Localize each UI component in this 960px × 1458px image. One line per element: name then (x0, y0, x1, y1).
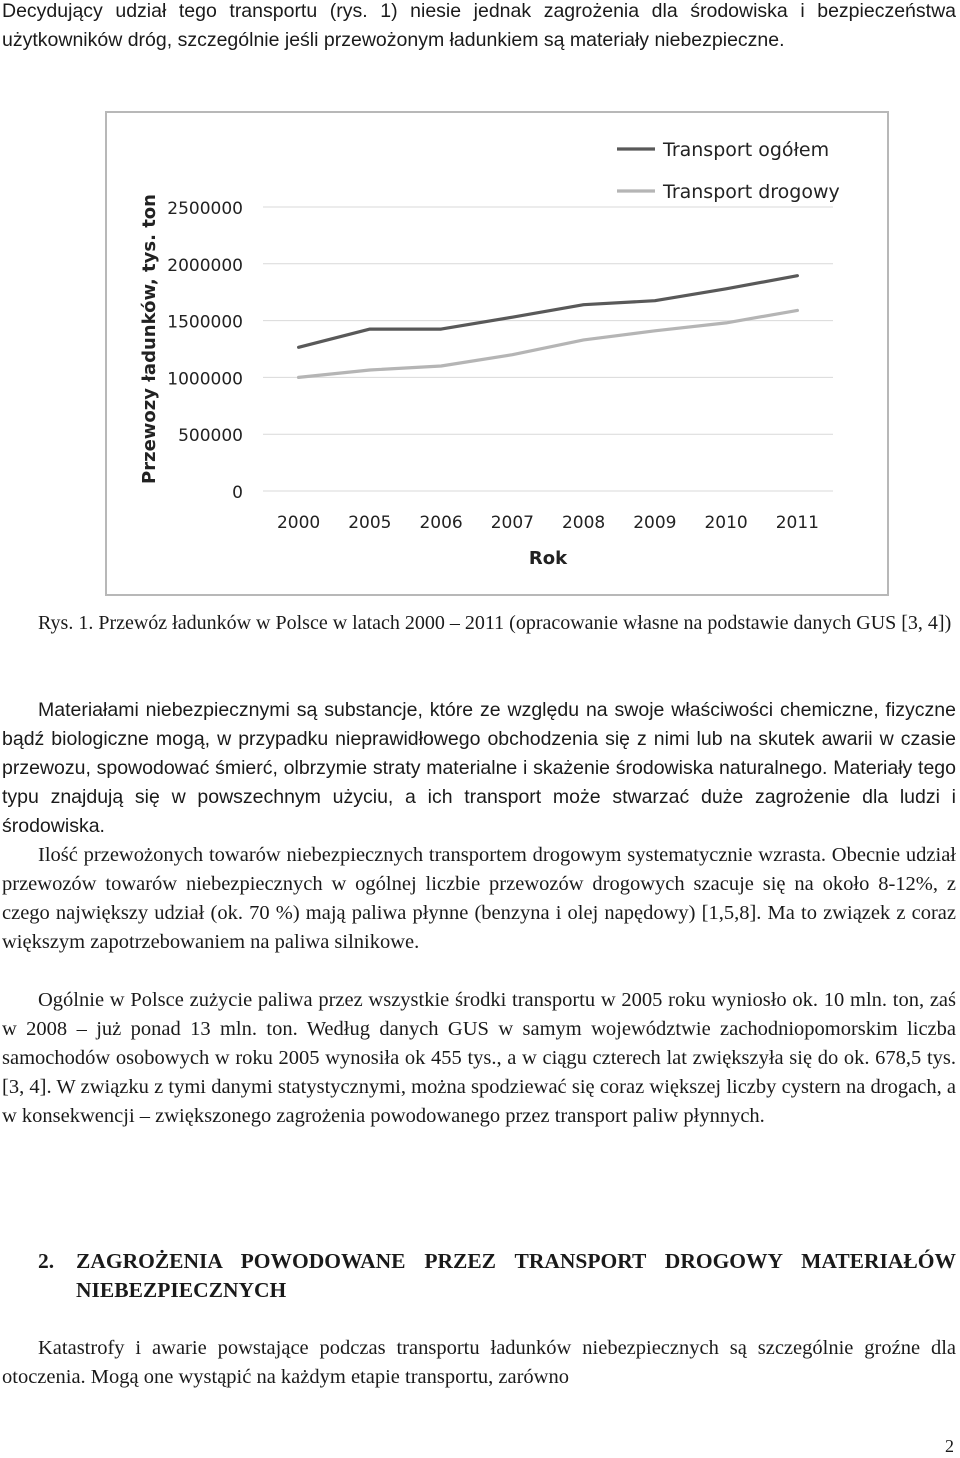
line-chart (107, 113, 887, 594)
x-tick-label: 2009 (633, 513, 677, 533)
section-heading (38, 1247, 956, 1305)
section-title: ZAGROŻENIA POWODOWANE PRZEZ TRANSPORT DROGOWY MATERIAŁÓW NIEBEZPIECZNYCH (76, 1249, 956, 1302)
series-line-1 (299, 276, 798, 348)
data-point (796, 275, 798, 277)
x-tick-label: 2008 (561, 513, 606, 533)
data-point (583, 339, 585, 341)
data-point (511, 316, 513, 318)
y-axis-label: Przewozy ładunków, tys. ton (139, 194, 160, 484)
y-tick-label: 2000000 (167, 255, 243, 276)
data-point (654, 330, 656, 332)
x-tick-label: 2000 (276, 513, 321, 533)
data-point (796, 309, 798, 311)
figure-caption-text: Rys. 1. Przewóz ładunków w Polsce w latach 2000 – 2011 (opracowanie własne na podstawie danych GUS [3, 4]) (38, 612, 952, 634)
data-point (440, 365, 442, 367)
data-point (298, 346, 300, 348)
data-point (725, 322, 727, 324)
data-point (583, 304, 585, 306)
section-number: 2. (38, 1249, 55, 1273)
x-tick-label: 2011 (775, 513, 820, 533)
x-tick-label: 2007 (490, 513, 535, 533)
y-tick-label: 500000 (178, 426, 243, 447)
data-point (440, 328, 442, 330)
y-tick-label: 2500000 (167, 199, 243, 219)
data-point (369, 369, 371, 371)
figure-caption (2, 609, 956, 638)
legend-label-1: Transport ogółem (663, 139, 830, 161)
paragraph-3: Ogólnie w Polsce zużycie paliwa przez wszystkie środki transportu w 2005 roku wyniosło ok. 10 mln. ton, zaś w 2008 – już ponad 13 mln. ton. Według danych GUS w samym województwie zachodniopomorskim liczba samochodów osobowych w roku 2005 wynosiła ok 455 tys., a w ciągu czterech lat zwiększyła się do ok. 678,5 tys. [3, 4]. W związku z tymi danymi statystycznymi, można spodziewać się coraz większej liczby cystern na drogach, a w konsekwencji – zwiększonego zagrożenia powodowanego przez transport paliw płynnych. (2, 989, 956, 1127)
data-point (725, 288, 727, 290)
data-point (298, 377, 300, 379)
y-tick-label: 0 (232, 483, 243, 503)
x-tick-label: 2005 (348, 513, 392, 533)
x-axis-label: Rok (528, 548, 568, 569)
intro-paragraph: Decydujący udział tego transportu (rys. 1) niesie jednak zagrożenia dla środowiska i bezpieczeństwa użytkowników dróg, szczególnie jeśli przewożonym ładunkiem są materiały niebezpieczne. (2, 0, 956, 51)
legend-label-2: Transport drogowy (663, 181, 840, 203)
figure-chart (105, 111, 889, 596)
data-point (369, 328, 371, 330)
x-tick-label: 2010 (704, 513, 748, 533)
page-number: 2 (945, 1436, 954, 1456)
y-tick-label: 1000000 (167, 369, 243, 390)
paragraph-1: Materiałami niebezpiecznymi są substancje, które ze względu na swoje właściwości chemiczne, fizyczne bądź biologiczne mogą, w przypadku nieprawidłowego obchodzenia się z nimi lub na skutek awarii w czasie przewozu, spowodować śmierć, olbrzymie straty materialne i skażenie środowiska naturalnego. Materiały tego typu znajdują się w powszechnym użyciu, a ich transport może stwarzać duże zagrożenie dla ludzi i środowiska. (2, 699, 956, 837)
data-point (511, 354, 513, 356)
paragraph-2: Ilość przewożonych towarów niebezpiecznych transportem drogowym systematycznie wzrasta. Obecnie udział przewozów towarów niebezpiecznych w ogólnej liczbie przewozów drogowych szacuje się na około 8-12%, z czego największy udział (ok. 70 %) mają paliwa płynne (benzyna i olej napędowy) [1,5,8]. Ma to związek z coraz większym zapotrzebowaniem na paliwa silnikowe. (2, 844, 956, 953)
data-point (654, 300, 656, 302)
y-tick-label: 1500000 (167, 312, 243, 333)
paragraph-4: Katastrofy i awarie powstające podczas transportu ładunków niebezpiecznych są szczególnie groźne dla otoczenia. Mogą one wystąpić na każdym etapie transportu, zarówno (2, 1337, 956, 1388)
x-tick-label: 2006 (419, 513, 463, 533)
